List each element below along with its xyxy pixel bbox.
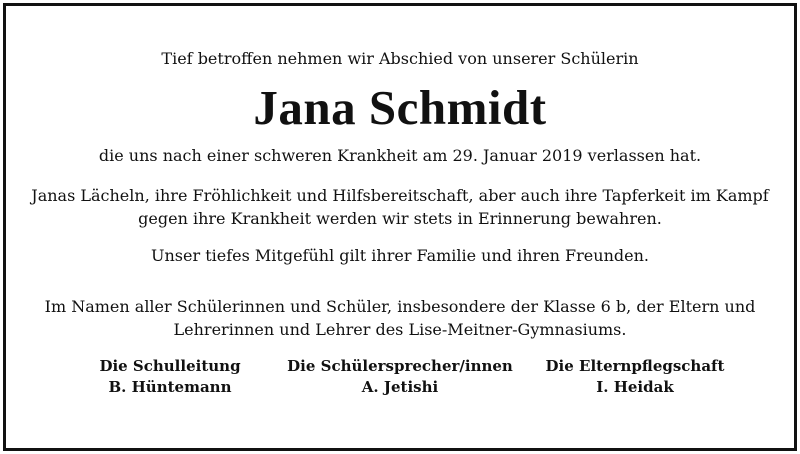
signature-name: A. Jetishi xyxy=(361,378,439,396)
signature-name: I. Heidak xyxy=(596,378,674,396)
tribute-line-2: gegen ihre Krankheit werden wir stets in Erinnerung bewahren. xyxy=(138,209,662,228)
tribute-line-1: Janas Lächeln, ihre Fröhlichkeit und Hilfsbereitschaft, aber auch ihre Tapferkeit im Kampf xyxy=(31,186,769,205)
deceased-name: Jana Schmidt xyxy=(253,80,547,135)
signature-role: Die Schülersprecher/innen xyxy=(287,357,513,375)
signature-parents-council xyxy=(530,356,740,398)
signature-role: Die Schulleitung xyxy=(99,357,241,375)
signature-name: B. Hüntemann xyxy=(108,378,232,396)
on-behalf-line-1: Im Namen aller Schülerinnen und Schüler, insbesondere der Klasse 6 b, der Eltern und xyxy=(44,297,756,316)
signature-student-representatives xyxy=(265,356,535,398)
intro-text: Tief betroffen nehmen wir Abschied von unserer Schülerin xyxy=(161,49,639,68)
signature-school-management xyxy=(70,356,270,398)
sympathy-text: Unser tiefes Mitgefühl gilt ihrer Familie und ihren Freunden. xyxy=(151,246,649,265)
passing-text: die uns nach einer schweren Krankheit am 29. Januar 2019 verlassen hat. xyxy=(98,146,702,165)
signature-role: Die Elternpflegschaft xyxy=(545,357,725,375)
on-behalf-line-2: Lehrerinnen und Lehrer des Lise-Meitner-Gymnasiums. xyxy=(173,320,627,339)
